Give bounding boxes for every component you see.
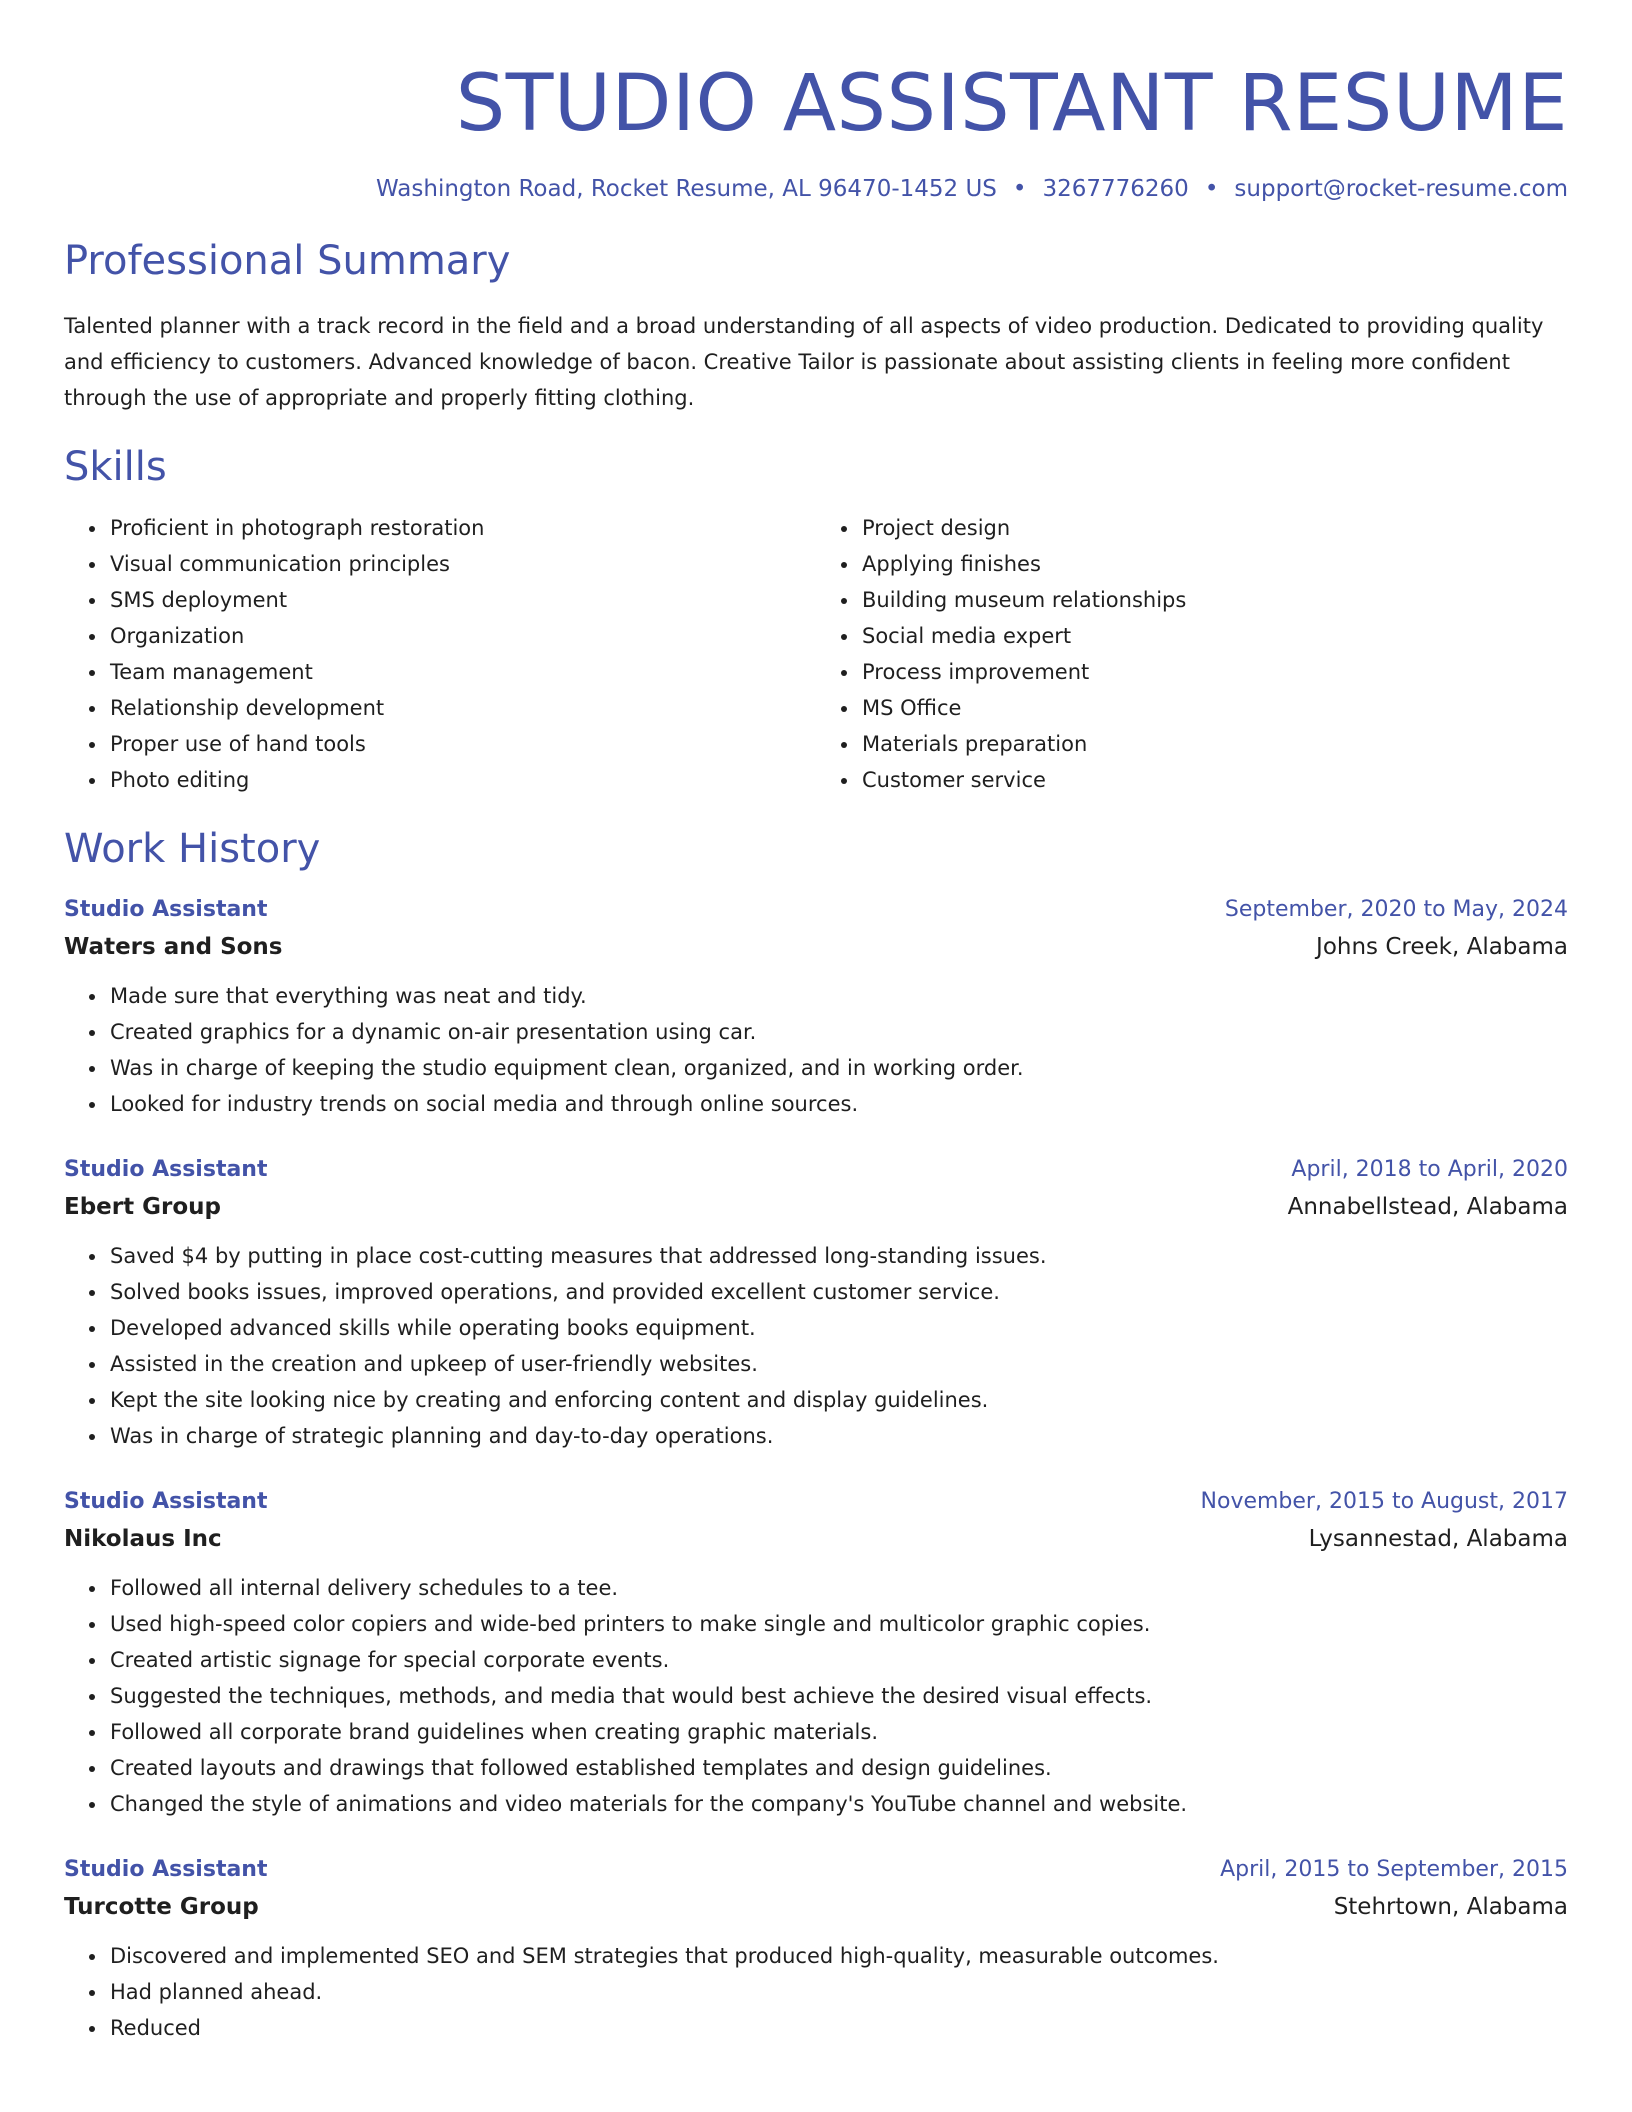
job-duty: • Looked for industry trends on social media and through online sources. [108, 1086, 1568, 1122]
job-duty-list [64, 1938, 1568, 2046]
job-title: Studio Assistant [64, 1489, 268, 1514]
skill-item: • Proper use of hand tools [108, 726, 816, 762]
job-duty: • Discovered and implemented SEO and SEM strategies that produced high-quality, measurable outcomes. [108, 1938, 1568, 1974]
skill-item: • Project design [860, 510, 1568, 546]
job-company-row [64, 1520, 1568, 1558]
contact-separator: • [1204, 176, 1219, 202]
job-header-row [64, 1152, 1568, 1188]
skill-item: • Proficient in photograph restoration [108, 510, 816, 546]
resume-title: STUDIO ASSISTANT RESUME [455, 59, 1568, 149]
job-duty: • Solved books issues, improved operations, and provided excellent customer service. [108, 1274, 1568, 1310]
job-duty-list [64, 978, 1568, 1122]
skill-item: • Team management [108, 654, 816, 690]
job-duty: • Reduced [108, 2010, 1568, 2046]
contact-separator: • [1012, 176, 1027, 202]
skills-list-left [64, 510, 816, 798]
skills-heading: Skills [64, 444, 167, 490]
job-duty-list [64, 1238, 1568, 1454]
job-title: Studio Assistant [64, 1857, 268, 1882]
skill-item: • MS Office [860, 690, 1568, 726]
job-duty: • Changed the style of animations and video materials for the company's YouTube channel and website. [108, 1786, 1568, 1822]
summary-text: Talented planner with a track record in the field and a broad understanding of all aspects of video production. Dedicated to providing quality and efficiency to customers. Advanced knowledge of bacon. Creative Tailor is passionate about assisting clients in feeling more confident through the use of appropriate and properly fitting clothing. [64, 314, 1544, 410]
job-title: Studio Assistant [64, 1157, 268, 1182]
job-duty: • Created graphics for a dynamic on-air presentation using car. [108, 1014, 1568, 1050]
job-location: Johns Creek, Alabama [1316, 934, 1568, 960]
job-dates: April, 2018 to April, 2020 [1291, 1157, 1568, 1182]
job-duty: • Suggested the techniques, methods, and media that would best achieve the desired visual effects. [108, 1678, 1568, 1714]
job-company-row [64, 1888, 1568, 1926]
job-company: Ebert Group [64, 1194, 221, 1220]
job-dates: April, 2015 to September, 2015 [1220, 1857, 1568, 1882]
skill-item: • Materials preparation [860, 726, 1568, 762]
skill-item: • Applying finishes [860, 546, 1568, 582]
job-duty: • Had planned ahead. [108, 1974, 1568, 2010]
job-company: Turcotte Group [64, 1894, 259, 1920]
job-dates: November, 2015 to August, 2017 [1200, 1489, 1568, 1514]
skill-item: • Visual communication principles [108, 546, 816, 582]
job-company: Waters and Sons [64, 934, 283, 960]
job-duty: • Assisted in the creation and upkeep of user-friendly websites. [108, 1346, 1568, 1382]
job-duty: • Was in charge of strategic planning and day-to-day operations. [108, 1418, 1568, 1454]
job-entry [64, 892, 1568, 1122]
contact-email[interactable]: support@rocket-resume.com [1234, 176, 1568, 202]
job-duty: • Created artistic signage for special corporate events. [108, 1642, 1568, 1678]
job-header-row [64, 892, 1568, 928]
job-duty: • Was in charge of keeping the studio equipment clean, organized, and in working order. [108, 1050, 1568, 1086]
summary-heading: Professional Summary [64, 238, 511, 284]
work-history-section [64, 824, 1568, 2046]
skill-item: • Building museum relationships [860, 582, 1568, 618]
contact-line [64, 174, 1568, 204]
job-duty: • Kept the site looking nice by creating and enforcing content and display guidelines. [108, 1382, 1568, 1418]
job-dates: September, 2020 to May, 2024 [1224, 897, 1568, 922]
job-header-row [64, 1484, 1568, 1520]
job-company: Nikolaus Inc [64, 1526, 222, 1552]
job-entry [64, 1484, 1568, 1822]
skill-item: • Social media expert [860, 618, 1568, 654]
job-duty: • Created layouts and drawings that followed established templates and design guidelines. [108, 1750, 1568, 1786]
skill-item: • SMS deployment [108, 582, 816, 618]
job-location: Annabellstead, Alabama [1287, 1194, 1568, 1220]
job-duty: • Developed advanced skills while operating books equipment. [108, 1310, 1568, 1346]
job-title: Studio Assistant [64, 897, 268, 922]
job-location: Lysannestad, Alabama [1308, 1526, 1568, 1552]
skill-item: • Customer service [860, 762, 1568, 798]
skill-item: • Process improvement [860, 654, 1568, 690]
job-entry [64, 1152, 1568, 1454]
summary-section [64, 236, 1568, 416]
job-duty: • Used high-speed color copiers and wide-bed printers to make single and multicolor graphic copies. [108, 1606, 1568, 1642]
contact-phone: 3267776260 [1042, 176, 1189, 202]
work-history-heading: Work History [64, 826, 321, 872]
resume-page [64, 0, 1568, 2046]
skill-item: • Photo editing [108, 762, 816, 798]
job-duty: • Followed all corporate brand guidelines when creating graphic materials. [108, 1714, 1568, 1750]
job-company-row [64, 1188, 1568, 1226]
job-company-row [64, 928, 1568, 966]
job-header-row [64, 1852, 1568, 1888]
skills-grid [64, 510, 1568, 798]
skills-list-right [816, 510, 1568, 798]
skills-section [64, 442, 1568, 798]
job-location: Stehrtown, Alabama [1333, 1894, 1568, 1920]
skill-item: • Organization [108, 618, 816, 654]
skill-item: • Relationship development [108, 690, 816, 726]
job-duty: • Saved $4 by putting in place cost-cutting measures that addressed long-standing issues. [108, 1238, 1568, 1274]
job-duty-list [64, 1570, 1568, 1822]
job-entry [64, 1852, 1568, 2046]
job-duty: • Followed all internal delivery schedules to a tee. [108, 1570, 1568, 1606]
contact-address: Washington Road, Rocket Resume, AL 96470-1452 US [376, 176, 997, 202]
job-duty: • Made sure that everything was neat and tidy. [108, 978, 1568, 1014]
